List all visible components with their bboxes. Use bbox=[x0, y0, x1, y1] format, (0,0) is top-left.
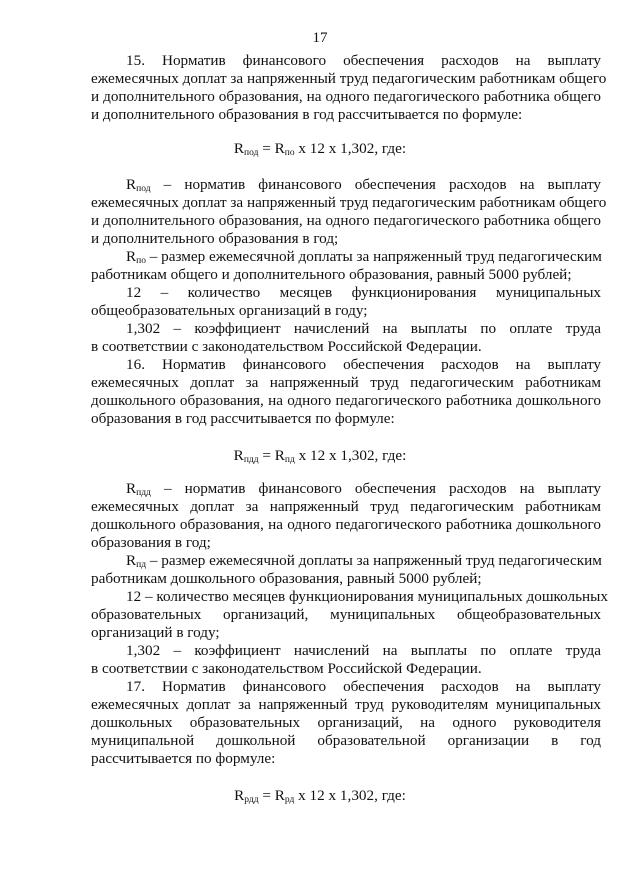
p16-line-3: дошкольного образования, на одного педагогического работника дошкольного bbox=[91, 392, 601, 409]
formula-17: $R_{рдд} = R_{рд}$ х 12 х 1,302, где: bbox=[234, 787, 406, 805]
formula-16: $R_{пдд} = R_{пд}$ х 12 х 1,302, где: bbox=[233, 447, 407, 465]
d15-r1-line-4: и дополнительного образования в год; bbox=[91, 230, 339, 247]
d16-r4-line-2: в соответствии с законодательством Российской Федерации. bbox=[91, 660, 482, 677]
page-number: 17 bbox=[312, 30, 328, 46]
p17-line-3: дошкольных образовательных организаций, на одного руководителя bbox=[91, 714, 601, 731]
p15-line-4: и дополнительного образования в год рассчитывается по формуле: bbox=[91, 106, 523, 123]
d16-r1-line-3: дошкольного образования, на одного педагогического работника дошкольного bbox=[91, 516, 601, 533]
d15-r3-line-2: общеобразовательных организаций в году; bbox=[91, 302, 368, 319]
d15-r2-line-1: $R_{по}$ – размер ежемесячной доплаты за напряженный труд педагогическим bbox=[126, 248, 602, 266]
d16-r2-line-1: $R_{пд}$ – размер ежемесячной доплаты за напряженный труд педагогическим bbox=[126, 552, 602, 570]
p15-line-3: и дополнительного образования, на одного педагогического работника общего bbox=[91, 88, 601, 105]
p17-line-5: рассчитывается по формуле: bbox=[91, 750, 276, 767]
p16-line-1: 16. Норматив финансового обеспечения расходов на выплату bbox=[126, 356, 601, 373]
d15-r4-line-2: в соответствии с законодательством Российской Федерации. bbox=[91, 338, 482, 355]
p16-line-2: ежемесячных доплат за напряженный труд педагогическим работникам bbox=[91, 374, 601, 391]
p15-line-2: ежемесячных доплат за напряженный труд педагогическим работникам общего bbox=[91, 70, 607, 87]
d15-r1-line-1: $R_{под}$ – норматив финансового обеспечения расходов на выплату bbox=[126, 176, 601, 194]
d15-r2-line-2: работникам общего и дополнительного образования, равный 5000 рублей; bbox=[91, 266, 572, 283]
d16-r3-line-3: организаций в году; bbox=[91, 624, 220, 641]
d15-r3-line-1: 12 – количество месяцев функционирования муниципальных bbox=[126, 284, 601, 301]
p16-line-4: образования в год рассчитывается по формуле: bbox=[91, 410, 395, 427]
d16-r4-line-1: 1,302 – коэффициент начислений на выплаты по оплате труда bbox=[126, 642, 601, 659]
d16-r3-line-2: образовательных организаций, муниципальных общеобразовательных bbox=[91, 606, 601, 623]
p17-line-2: ежемесячных доплат за напряженный труд руководителям муниципальных bbox=[91, 696, 601, 713]
d16-r3-line-1: 12 – количество месяцев функционирования муниципальных дошкольных bbox=[126, 588, 608, 605]
p15-line-1: 15. Норматив финансового обеспечения расходов на выплату bbox=[126, 52, 601, 69]
p17-line-1: 17. Норматив финансового обеспечения расходов на выплату bbox=[126, 678, 601, 695]
d16-r1-line-4: образования в год; bbox=[91, 534, 211, 551]
d15-r1-line-3: и дополнительного образования, на одного педагогического работника общего bbox=[91, 212, 601, 229]
d16-r1-line-1: $R_{пдд}$ – норматив финансового обеспечения расходов на выплату bbox=[126, 480, 601, 498]
d16-r1-line-2: ежемесячных доплат за напряженный труд педагогическим работникам bbox=[91, 498, 601, 515]
d16-r2-line-2: работникам дошкольного образования, равный 5000 рублей; bbox=[91, 570, 482, 587]
d15-r1-line-2: ежемесячных доплат за напряженный труд педагогическим работникам общего bbox=[91, 194, 607, 211]
p17-line-4: муниципальной дошкольной образовательной организации в год bbox=[91, 732, 601, 749]
d15-r4-line-1: 1,302 – коэффициент начислений на выплаты по оплате труда bbox=[126, 320, 601, 337]
formula-15: $R_{под} = R_{по}$ х 12 х 1,302, где: bbox=[233, 140, 407, 158]
